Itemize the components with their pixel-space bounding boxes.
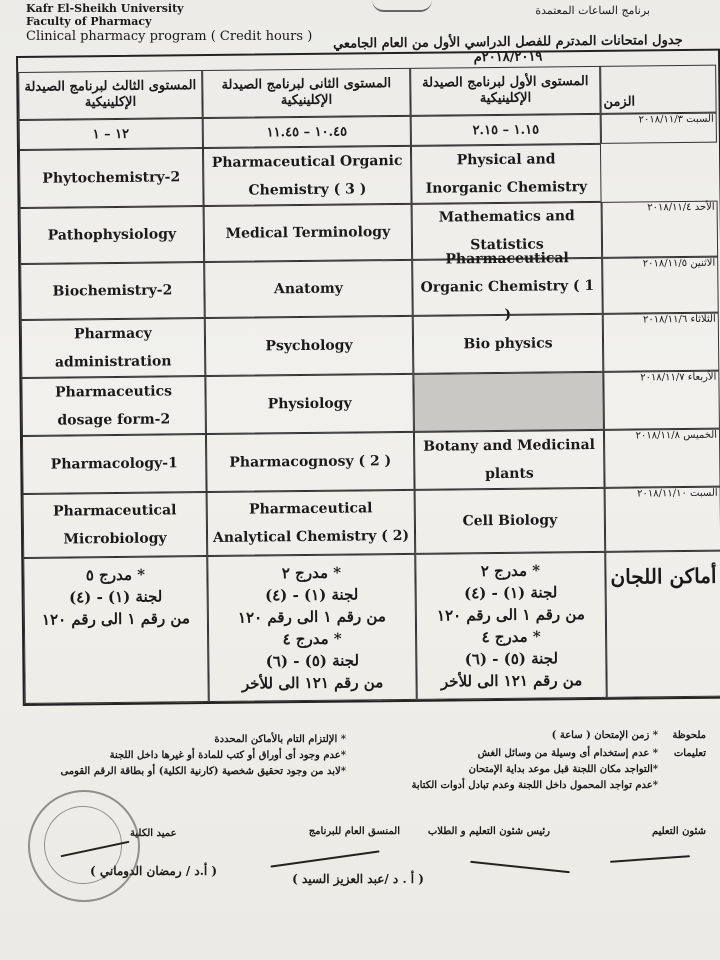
faculty-name: Faculty of Pharmacy xyxy=(26,15,152,28)
instruction-item: *التواجد مكان اللجنة قبل موعد بداية الإمتحان xyxy=(468,764,658,775)
places-label: أماكن اللجان xyxy=(610,563,717,589)
signature-coordinator: المنسق العام للبرنامج xyxy=(308,826,400,837)
instruction-item: *لابد من وجود تحقيق شخصية (كارنية الكلية) أو بطاقة الرقم القومى xyxy=(60,766,346,777)
instruction-item: * عدم إستخدام أى وسيلة من وسائل الغش xyxy=(477,748,658,759)
date-cell: الأربعاء ٢٠١٨/١١/٧ xyxy=(603,371,720,430)
place-line: * مدرج ٥ xyxy=(85,565,146,585)
place-line: * مدرج ٤ xyxy=(282,629,342,649)
place-line: من رقم ١ الى رقم ١٢٠ xyxy=(41,609,190,629)
level2-course-cell: Physiology xyxy=(205,374,414,434)
office-name: برنامج الساعات المعتمدة xyxy=(535,4,650,17)
level3-header: المستوى الثالث لبرنامج الصيدلة الإكلينيكية xyxy=(18,70,202,120)
university-logo xyxy=(372,0,432,12)
time-label: الزمن xyxy=(603,94,636,110)
place-line: من رقم ١٢١ الى للأخر xyxy=(241,673,384,693)
level2-course-cell: Pharmaceutical Analytical Chemistry ( 2) xyxy=(207,490,416,556)
coordinator-signature-mark xyxy=(270,850,379,867)
level3-course-cell: Pharmacology-1 xyxy=(22,434,207,494)
level2-course-cell: Medical Terminology xyxy=(204,204,413,262)
head-signature-mark xyxy=(470,861,570,873)
level3-course-cell: Pharmaceutics dosage form-2 xyxy=(21,376,206,436)
level2-places xyxy=(207,554,417,702)
level1-course-cell: Bio physics xyxy=(413,314,604,374)
education-signature-mark xyxy=(610,855,690,863)
place-line: لجنة (١) - (٤) xyxy=(264,585,359,605)
level3-course-cell: Pharmacy administration xyxy=(21,318,206,378)
signature-education: شئون التعليم xyxy=(651,826,706,837)
level1-course-cell: Physical and Inorganic Chemistry xyxy=(411,144,602,204)
dean-name: ( أ.د / رمضان الدوماني ) xyxy=(90,864,218,878)
date-cell: السبت ٢٠١٨/١١/٣ xyxy=(601,113,717,144)
level1-course-cell: Botany and Medicinal plants xyxy=(414,430,605,490)
level2-header: المستوى الثانى لبرنامج الصيدلة الإكلينيكية xyxy=(202,68,410,118)
note-label: ملحوظة xyxy=(672,730,706,741)
coordinator-name: ( أ . د /عبد العزيز السيد ) xyxy=(292,872,424,886)
level1-course-cell: Cell Biology xyxy=(415,488,606,554)
place-line: * مدرج ٤ xyxy=(481,627,541,647)
place-line: من رقم ١ الى رقم ١٢٠ xyxy=(237,607,386,627)
date-cell: الخميس ٢٠١٨/١١/٨ xyxy=(604,429,720,488)
place-line: لجنة (١) - (٤) xyxy=(463,583,558,603)
place-line: * مدرج ٢ xyxy=(480,561,541,581)
date-cell: الاثنين ٢٠١٨/١١/٥ xyxy=(602,257,719,314)
level1-course-cell xyxy=(413,372,604,432)
level1-places xyxy=(415,552,607,700)
header-institution xyxy=(26,2,312,43)
note-text: * زمن الإمتحان ( ساعة ) xyxy=(551,730,658,741)
program-name: Clinical pharmacy program ( Credit hours ) xyxy=(26,29,313,44)
time-header xyxy=(600,65,716,114)
level1-course-cell: Pharmaceutical Organic Chemistry ( 1 ) xyxy=(412,258,603,316)
level2-course-cell: Pharmaceutical Organic Chemistry ( 3 ) xyxy=(203,146,412,206)
date-cell: السبت ٢٠١٨/١١/١٠ xyxy=(605,487,720,552)
level3-course-cell: Biochemistry-2 xyxy=(20,262,205,320)
level1-header: المستوى الأول لبرنامج الصيدلة الإكلينيكية xyxy=(410,66,600,116)
level1-course-cell: Mathematics and Statistics xyxy=(412,202,603,260)
level2-course-cell: Anatomy xyxy=(204,260,413,318)
level2-course-cell: Psychology xyxy=(205,316,414,376)
signature-dean: عميد الكلية xyxy=(130,828,177,839)
level2-course-cell: Pharmacognosy ( 2 ) xyxy=(206,432,415,492)
instructions-label: تعليمات xyxy=(673,748,706,759)
instruction-item: * الإلتزام التام بالأماكن المحددة xyxy=(214,734,346,745)
university-name: Kafr El-Sheikh University xyxy=(26,2,184,15)
date-cell: الثلاثاء ٢٠١٨/١١/٦ xyxy=(603,313,720,372)
level3-course-cell: Pathophysiology xyxy=(20,206,205,264)
level3-course-cell: Pharmaceutical Microbiology xyxy=(23,492,208,558)
level2-time: ١٠.٤٥ – ١١.٤٥ xyxy=(203,116,411,148)
instruction-item: *عدم وجود أى أوراق أو كتب للمادة أو غيرها داخل اللجنة xyxy=(109,750,346,761)
level3-course-cell: Phytochemistry-2 xyxy=(19,148,204,208)
instruction-item: *عدم تواجد المحمول داخل اللجنة وعدم تبادل أدوات الكتابة xyxy=(411,780,658,791)
place-line: من رقم ١ الى رقم ١٢٠ xyxy=(436,605,585,625)
level3-places xyxy=(23,556,209,704)
place-line: لجنة (٥) - (٦) xyxy=(464,649,559,669)
schedule-title: جدول امتحانات المدترم للفصل الدراسي الأول من العام الجامعي ٢٠١٨/٢٠١٩م xyxy=(332,33,683,66)
place-line: لجنة (١) - (٤) xyxy=(68,587,163,607)
level3-time: ١٢ – ١ xyxy=(19,118,203,150)
level1-time: ١.١٥ – ٢.١٥ xyxy=(411,114,601,146)
place-line: لجنة (٥) - (٦) xyxy=(265,651,360,671)
place-line: من رقم ١٢١ الى للأخر xyxy=(440,671,583,691)
places-label-cell xyxy=(605,551,720,698)
signature-head-education: رئيس شئون التعليم و الطلاب xyxy=(427,826,550,837)
faculty-stamp xyxy=(28,790,140,902)
place-line: * مدرج ٢ xyxy=(281,563,342,583)
date-cell: الأحد ٢٠١٨/١١/٤ xyxy=(602,201,719,258)
